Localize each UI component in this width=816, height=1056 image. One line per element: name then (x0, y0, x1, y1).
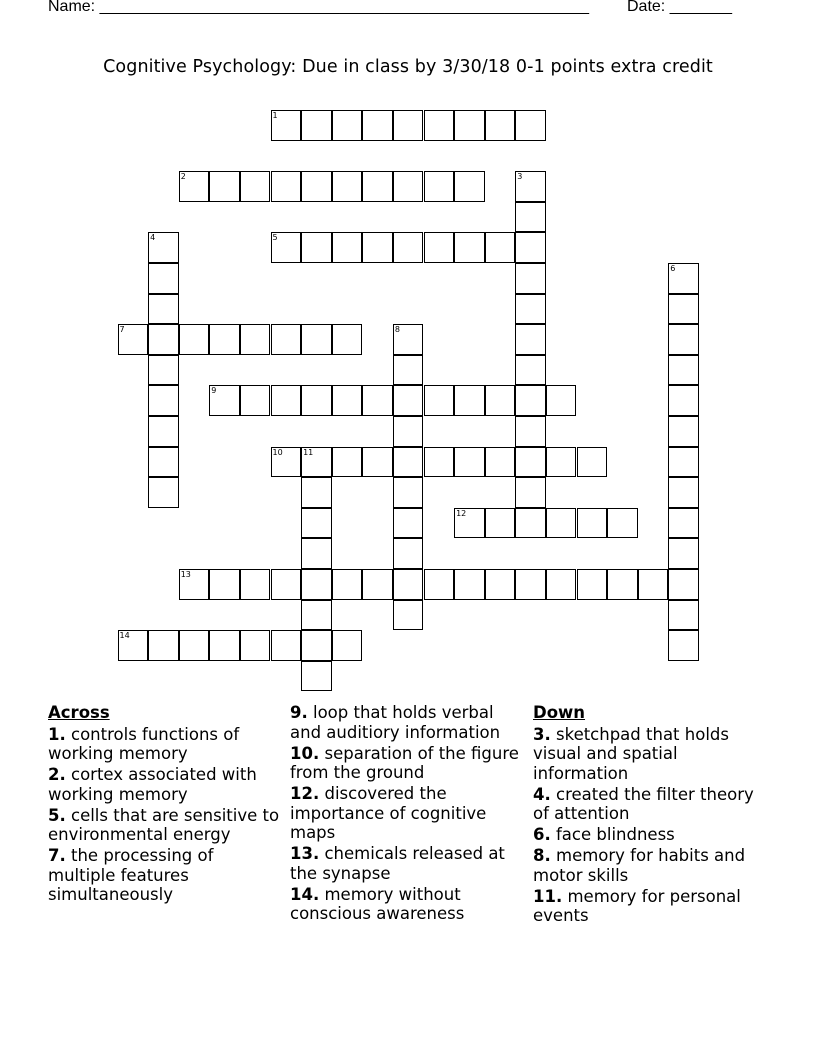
crossword-cell[interactable] (301, 110, 332, 141)
across-clue (290, 784, 526, 843)
across-clue (290, 885, 526, 924)
crossword-cell[interactable] (577, 447, 608, 478)
page-title: Cognitive Psychology: Due in class by 3/30/18 0-1 points extra credit (103, 57, 713, 77)
down-clue (533, 887, 769, 926)
down-clue (533, 725, 769, 784)
cell-number: 10 (272, 447, 283, 457)
across-clue (48, 765, 284, 804)
crossword-cell[interactable] (148, 263, 179, 294)
crossword-cell[interactable] (209, 569, 240, 600)
crossword-cell[interactable] (362, 385, 393, 416)
crossword-cell[interactable] (148, 294, 179, 325)
crossword-cell[interactable] (332, 232, 363, 263)
crossword-cell[interactable] (515, 324, 546, 355)
crossword-cell[interactable] (393, 477, 424, 508)
clue-number: 11. (533, 886, 563, 906)
crossword-cell[interactable] (362, 171, 393, 202)
crossword-cell[interactable] (393, 416, 424, 447)
crossword-cell[interactable] (271, 171, 302, 202)
clue-text: chemicals released at the synapse (290, 844, 505, 883)
crossword-cell[interactable] (424, 110, 455, 141)
crossword-cell[interactable] (668, 538, 699, 569)
crossword-cell[interactable] (668, 447, 699, 478)
crossword-cell[interactable] (546, 508, 577, 539)
crossword-cell[interactable] (240, 324, 271, 355)
crossword-cell[interactable] (546, 569, 577, 600)
crossword-cell[interactable] (271, 324, 302, 355)
clue-text: memory without conscious awareness (290, 884, 465, 923)
crossword-cell[interactable] (607, 508, 638, 539)
clue-text: sketchpad that holds visual and spatial information (533, 724, 729, 783)
clue-number: 13. (290, 844, 320, 863)
crossword-cell[interactable] (454, 385, 485, 416)
crossword-cell[interactable] (515, 171, 546, 202)
across-clue (48, 806, 284, 845)
clue-text: discovered the importance of cognitive maps (290, 784, 487, 842)
crossword-cell[interactable] (179, 171, 210, 202)
clue-text: the processing of multiple features simultaneously (48, 846, 214, 904)
crossword-cell[interactable] (271, 385, 302, 416)
crossword-cell[interactable] (332, 569, 363, 600)
crossword-cell[interactable] (393, 569, 424, 600)
clue-text: created the filter theory of attention (533, 784, 754, 823)
crossword-cell[interactable] (240, 385, 271, 416)
crossword-cell[interactable] (668, 324, 699, 355)
crossword-cell[interactable] (393, 324, 424, 355)
clue-number: 6. (533, 825, 551, 844)
cell-number: 14 (119, 631, 130, 641)
cell-number: 1 (272, 111, 278, 120)
clue-number: 14. (290, 884, 320, 904)
crossword-cell[interactable] (332, 171, 363, 202)
crossword-cell[interactable] (454, 569, 485, 600)
crossword-cell[interactable] (424, 447, 455, 478)
across-clue (290, 744, 526, 783)
crossword-cell[interactable] (485, 508, 516, 539)
crossword-cell[interactable] (454, 171, 485, 202)
crossword-cell[interactable] (668, 355, 699, 386)
across-heading: Across (48, 703, 110, 722)
crossword-cell[interactable] (362, 447, 393, 478)
crossword-cell[interactable] (424, 171, 455, 202)
clues-column-3 (533, 703, 769, 927)
crossword-cell[interactable] (271, 110, 302, 141)
crossword-cell[interactable] (148, 630, 179, 661)
cell-number: 7 (119, 325, 125, 335)
clue-text: controls functions of working memory (48, 724, 240, 763)
crossword-cell[interactable] (485, 385, 516, 416)
crossword-cell[interactable] (485, 110, 516, 141)
crossword-cell[interactable] (209, 324, 240, 355)
crossword-cell[interactable] (546, 385, 577, 416)
crossword-cell[interactable] (148, 416, 179, 447)
crossword-cell[interactable] (515, 477, 546, 508)
clue-number: 2. (48, 765, 66, 784)
crossword-cell[interactable] (301, 171, 332, 202)
crossword-cell[interactable] (515, 110, 546, 141)
crossword-cell[interactable] (148, 232, 179, 263)
crossword-cell[interactable] (668, 263, 699, 294)
crossword-cell[interactable] (515, 355, 546, 386)
crossword-cell[interactable] (668, 416, 699, 447)
crossword-cell[interactable] (668, 477, 699, 508)
crossword-cell[interactable] (209, 630, 240, 661)
clue-number: 7. (48, 846, 66, 865)
crossword-cell[interactable] (301, 508, 332, 539)
crossword-cell[interactable] (454, 110, 485, 141)
crossword-cell[interactable] (668, 385, 699, 416)
crossword-cell[interactable] (301, 661, 332, 692)
clue-number: 5. (48, 805, 66, 825)
crossword-cell[interactable] (515, 447, 546, 478)
crossword-cell[interactable] (301, 630, 332, 661)
crossword-cell[interactable] (332, 324, 363, 355)
crossword-cell[interactable] (179, 630, 210, 661)
clue-number: 4. (533, 784, 551, 804)
crossword-cell[interactable] (271, 569, 302, 600)
crossword-cell[interactable] (485, 447, 516, 478)
crossword-cell[interactable] (332, 630, 363, 661)
clues-column-2 (290, 703, 526, 925)
crossword-cell[interactable] (515, 416, 546, 447)
crossword-cell[interactable] (332, 110, 363, 141)
crossword-cell[interactable] (393, 508, 424, 539)
cell-number: 9 (211, 386, 217, 396)
crossword-cell[interactable] (148, 477, 179, 508)
crossword-cell[interactable] (668, 508, 699, 539)
crossword-cell[interactable] (179, 324, 210, 355)
crossword-cell[interactable] (332, 385, 363, 416)
crossword-cell[interactable] (301, 447, 332, 478)
crossword-cell[interactable] (393, 232, 424, 263)
cell-number: 8 (394, 325, 400, 335)
cell-number: 3 (517, 172, 523, 182)
crossword-cell[interactable] (424, 385, 455, 416)
crossword-cell[interactable] (454, 232, 485, 263)
crossword-cell[interactable] (393, 171, 424, 202)
crossword-cell[interactable] (393, 600, 424, 631)
crossword-cell[interactable] (424, 569, 455, 600)
crossword-cell[interactable] (607, 569, 638, 600)
cell-number: 6 (670, 264, 676, 273)
crossword-cell[interactable] (577, 508, 608, 539)
crossword-cell[interactable] (301, 232, 332, 263)
crossword-cell[interactable] (393, 355, 424, 386)
crossword-cell[interactable] (424, 232, 455, 263)
crossword-cell[interactable] (362, 110, 393, 141)
crossword-cell[interactable] (454, 508, 485, 539)
crossword-cell[interactable] (271, 232, 302, 263)
name-field-label[interactable]: Name: _______________________________________________________ (48, 0, 589, 15)
crossword-cell[interactable] (301, 477, 332, 508)
crossword-cell[interactable] (393, 385, 424, 416)
clue-number: 3. (533, 724, 551, 744)
crossword-cell[interactable] (454, 447, 485, 478)
crossword-cell[interactable] (546, 447, 577, 478)
down-clue (533, 825, 769, 845)
crossword-cell[interactable] (362, 569, 393, 600)
date-field-label[interactable]: Date: _______ (627, 0, 732, 15)
crossword-cell[interactable] (668, 630, 699, 661)
clue-text: memory for personal events (533, 886, 741, 925)
crossword-cell[interactable] (362, 232, 393, 263)
crossword-cell[interactable] (301, 600, 332, 631)
crossword-cell[interactable] (301, 324, 332, 355)
crossword-cell[interactable] (240, 569, 271, 600)
across-clue (290, 844, 526, 883)
crossword-cell[interactable] (271, 630, 302, 661)
clues-column-1 (48, 703, 284, 906)
crossword-cell[interactable] (271, 447, 302, 478)
clue-number: 1. (48, 724, 66, 744)
clue-text: loop that holds verbal and auditiory information (290, 703, 501, 742)
crossword-cell[interactable] (179, 569, 210, 600)
clue-number: 10. (290, 743, 320, 763)
crossword-cell[interactable] (485, 232, 516, 263)
crossword-cell[interactable] (668, 600, 699, 631)
crossword-cell[interactable] (332, 447, 363, 478)
crossword-cell[interactable] (638, 569, 669, 600)
crossword-cell[interactable] (393, 110, 424, 141)
crossword-cell[interactable] (118, 324, 149, 355)
crossword-cell[interactable] (393, 447, 424, 478)
crossword-cell[interactable] (301, 569, 332, 600)
clue-number: 9. (290, 703, 308, 722)
crossword-cell[interactable] (301, 385, 332, 416)
clue-number: 8. (533, 846, 551, 865)
crossword-cell[interactable] (209, 171, 240, 202)
crossword-cell[interactable] (393, 538, 424, 569)
crossword-cell[interactable] (515, 202, 546, 233)
crossword-cell[interactable] (148, 385, 179, 416)
across-clue (48, 725, 284, 764)
crossword-cell[interactable] (668, 294, 699, 325)
clue-text: cortex associated with working memory (48, 765, 257, 804)
crossword-cell[interactable] (118, 630, 149, 661)
cell-number: 13 (180, 570, 191, 579)
crossword-cell[interactable] (515, 294, 546, 325)
clue-text: memory for habits and motor skills (533, 846, 746, 885)
clue-text: face blindness (556, 825, 675, 844)
crossword-cell[interactable] (209, 385, 240, 416)
crossword-cell[interactable] (515, 232, 546, 263)
clue-text: separation of the figure from the ground (290, 743, 519, 782)
cell-number: 5 (272, 233, 278, 243)
crossword-cell[interactable] (301, 538, 332, 569)
cell-number: 2 (180, 172, 186, 182)
crossword-cell[interactable] (668, 569, 699, 600)
crossword-cell[interactable] (515, 385, 546, 416)
cell-number: 11 (303, 447, 314, 457)
crossword-cell[interactable] (240, 171, 271, 202)
crossword-cell[interactable] (148, 324, 179, 355)
clue-text: cells that are sensitive to environmental energy (48, 805, 280, 844)
crossword-cell[interactable] (485, 569, 516, 600)
crossword-cell[interactable] (515, 569, 546, 600)
down-clue (533, 846, 769, 885)
down-clue (533, 785, 769, 824)
clue-number: 12. (290, 784, 320, 803)
crossword-cell[interactable] (515, 263, 546, 294)
crossword-cell[interactable] (148, 447, 179, 478)
cell-number: 12 (456, 508, 467, 518)
down-heading: Down (533, 703, 586, 722)
across-clue (48, 846, 284, 905)
crossword-cell[interactable] (148, 355, 179, 386)
across-clue (290, 703, 526, 742)
cell-number: 4 (150, 233, 156, 243)
crossword-cell[interactable] (515, 508, 546, 539)
crossword-cell[interactable] (577, 569, 608, 600)
crossword-cell[interactable] (240, 630, 271, 661)
